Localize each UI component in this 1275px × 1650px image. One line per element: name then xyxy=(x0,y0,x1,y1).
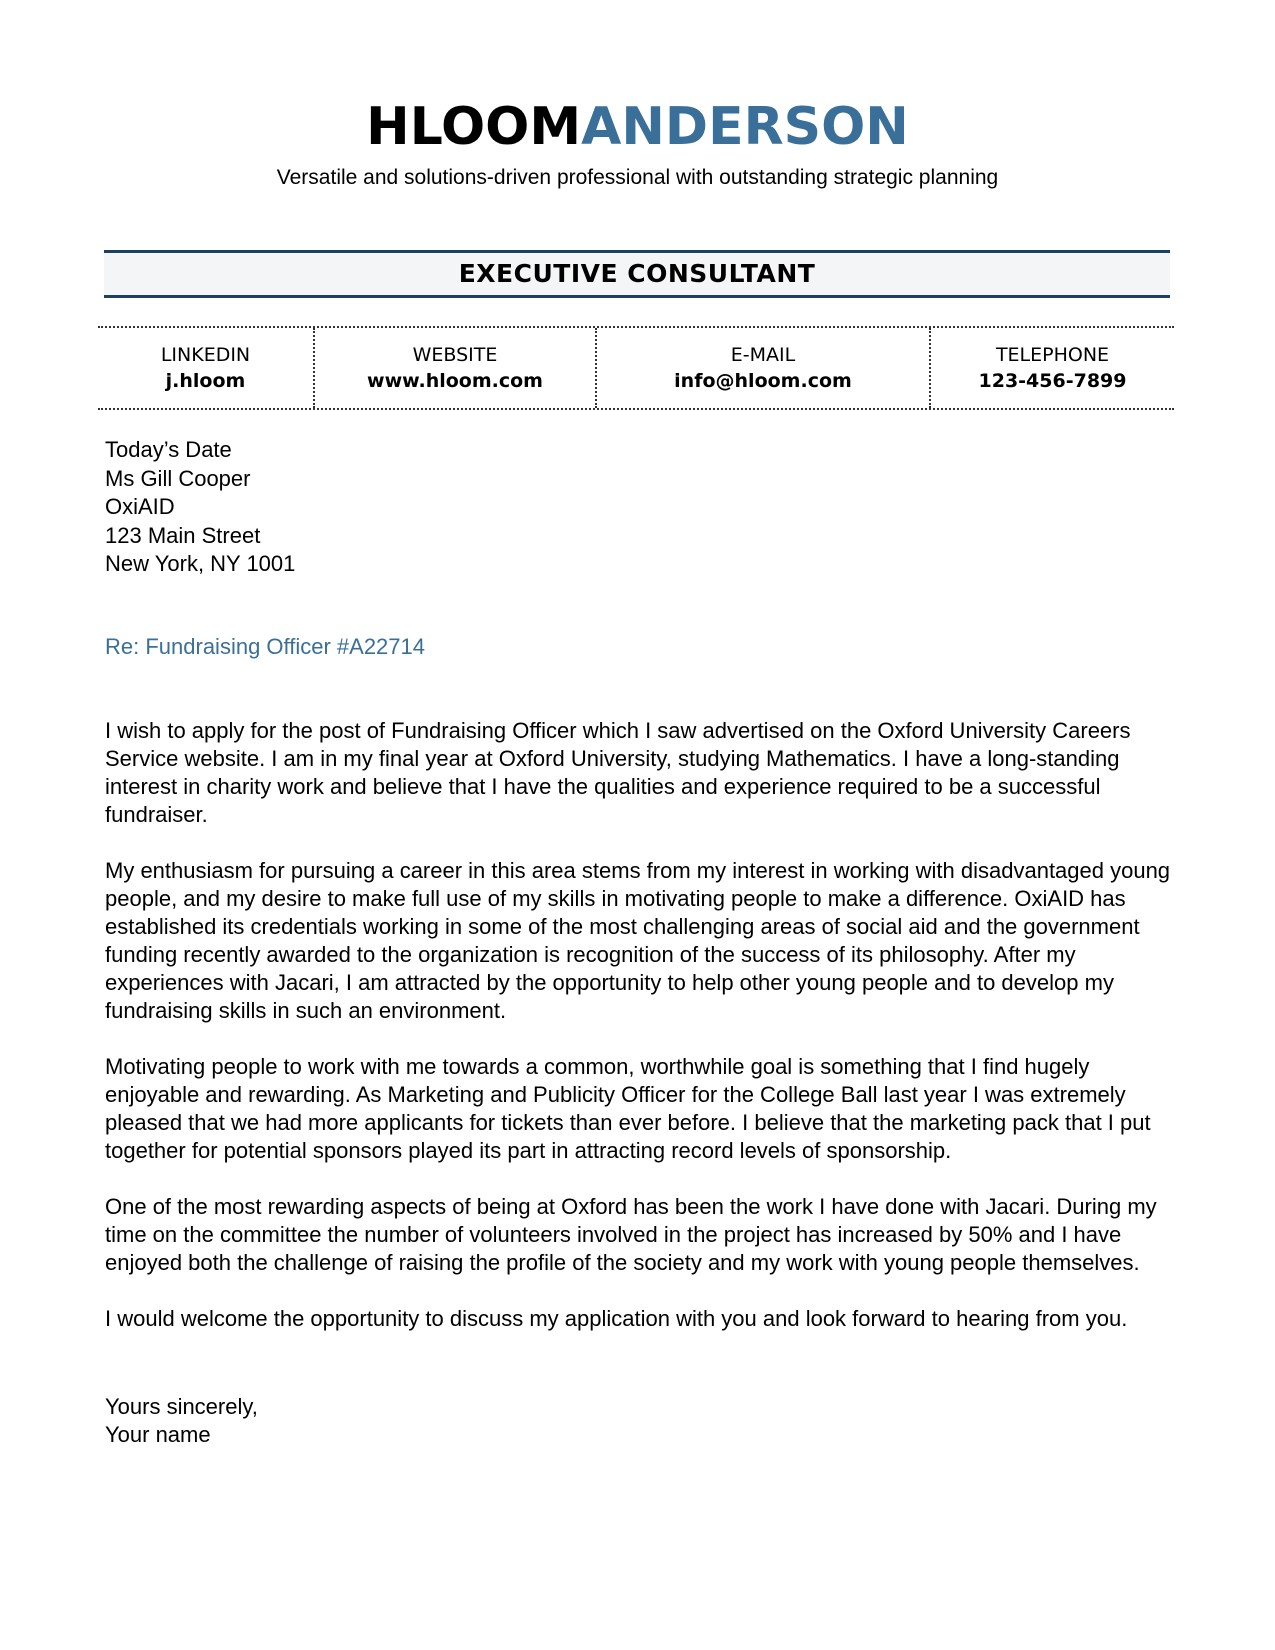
recipient-name: Ms Gill Cooper xyxy=(105,465,251,491)
letter-date: Today’s Date xyxy=(105,437,232,462)
tagline: Versatile and solutions-driven professional with outstanding strategic planning xyxy=(276,166,999,189)
contact-label: LINKEDIN xyxy=(160,344,251,366)
contact-label: E-MAIL xyxy=(730,344,796,366)
recipient-address xyxy=(105,436,295,579)
contact-value: www.hloom.com xyxy=(367,370,543,392)
recipient-street: 123 Main Street xyxy=(105,522,261,548)
contact-linkedin xyxy=(98,328,315,408)
letter-body xyxy=(105,717,1175,1361)
contact-email xyxy=(597,328,931,408)
contact-value: info@hloom.com xyxy=(674,370,852,392)
body-paragraph: My enthusiasm for pursuing a career in this area stems from my interest in working with disadvantaged young people, and my desire to make full use of my skills in motivating people to make a difference. OxiAID has established its credentials working in some of the most challenging areas of social aid and the government funding recently awarded to the organization is recognition of the success of its philosophy. After my experiences with Jacari, I am attracted by the opportunity to help other young people and to develop my fundraising skills in such an environment. xyxy=(105,858,1171,1023)
first-name: HLOOM xyxy=(366,97,582,157)
contact-value: j.hloom xyxy=(165,370,246,392)
contact-website xyxy=(315,328,597,408)
body-paragraph: I would welcome the opportunity to discuss my application with you and look forward to hearing from you. xyxy=(105,1306,1128,1331)
last-name: ANDERSON xyxy=(581,97,909,157)
contact-label: TELEPHONE xyxy=(995,344,1110,366)
recipient-company: OxiAID xyxy=(105,494,175,519)
contact-telephone xyxy=(931,328,1174,408)
body-paragraph: I wish to apply for the post of Fundraising Officer which I saw advertised on the Oxford University Careers Service website. I am in my final year at Oxford University, studying Mathematics. I have a long-standing interest in charity work and believe that I have the qualities and experience required to be a successful fundraiser. xyxy=(105,718,1131,827)
job-title-banner: EXECUTIVE CONSULTANT xyxy=(104,250,1170,298)
contact-value: 123-456-7899 xyxy=(978,370,1127,392)
contact-label: WEBSITE xyxy=(412,344,498,366)
body-paragraph: Motivating people to work with me towards a common, worthwhile goal is something that I find hugely enjoyable and rewarding. As Marketing and Publicity Officer for the College Ball last year I was extremely pleased that we had more applicants for tickets than ever before. I believe that the marketing pack that I put together for potential sponsors played its part in attracting record levels of sponsorship. xyxy=(105,1054,1151,1163)
applicant-name xyxy=(0,92,1275,162)
letter-closing xyxy=(105,1393,258,1449)
contact-bar xyxy=(98,326,1174,410)
recipient-city: New York, NY 1001 xyxy=(105,551,296,576)
closing-signature: Your name xyxy=(105,1422,211,1447)
body-paragraph: One of the most rewarding aspects of being at Oxford has been the work I have done with Jacari. During my time on the committee the number of volunteers involved in the project has increased by 50% and I have enjoyed both the challenge of raising the profile of the society and my work with young people themselves. xyxy=(105,1194,1157,1275)
subject-line: Re: Fundraising Officer #A22714 xyxy=(105,634,425,659)
closing-salutation: Yours sincerely, xyxy=(105,1394,258,1419)
